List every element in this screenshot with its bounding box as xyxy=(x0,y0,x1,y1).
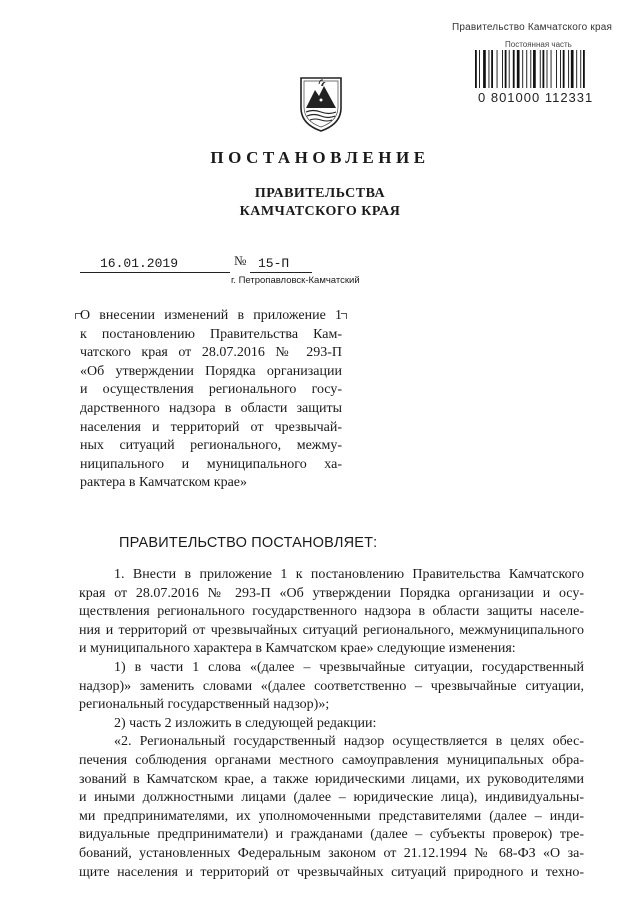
barcode-bar xyxy=(551,50,552,88)
barcode-bar xyxy=(475,50,477,88)
barcode-bar xyxy=(489,50,490,88)
subject-line: и осуществления регионального госу- xyxy=(80,382,342,398)
subject-line: «Об утверждении Порядка организации xyxy=(80,363,342,379)
barcode-bar xyxy=(509,50,510,88)
document-number: 15-П xyxy=(258,256,290,271)
subject-line: чатского края от 28.07.2016 № 293-П xyxy=(80,345,342,361)
body-line: 1) в части 1 слова «(далее – чрезвычайные ситуации, государственный xyxy=(114,659,584,675)
issuer-line-2: КАМЧАТСКОГО КРАЯ xyxy=(239,204,401,219)
body-line: и муниципального характера в Камчатском крае» следующие изменения: xyxy=(79,641,516,657)
barcode-bar xyxy=(583,50,585,88)
resolution-heading: ПРАВИТЕЛЬСТВО ПОСТАНОВЛЯЕТ: xyxy=(119,535,378,551)
barcode-bar xyxy=(560,50,561,88)
subject-line: ных ситуаций регионального, межму- xyxy=(80,438,342,454)
body-line: ществления регионального государственного надзора в области защиты населе- xyxy=(79,604,584,620)
barcode-bar xyxy=(522,50,523,88)
subject-line: дарственного надзора в области защиты xyxy=(80,400,342,416)
barcode-bar xyxy=(547,50,548,88)
barcode-number: 0 801000 112331 xyxy=(478,90,594,105)
registry-stamp-subtitle: Постоянная часть xyxy=(505,40,572,49)
barcode xyxy=(474,50,620,88)
subject-line: О внесении изменений в приложение 1 xyxy=(80,308,342,323)
barcode-bar xyxy=(533,50,536,88)
body-line: и иными должностными лицами (далее – юридические лица), индивидуальны- xyxy=(79,790,584,806)
body-line: «2. Региональный государственный надзор осуществляется в целях обес- xyxy=(114,734,584,750)
barcode-bar xyxy=(497,50,498,88)
barcode-bar xyxy=(526,50,527,88)
document-title: ПОСТАНОВЛЕНИЕ xyxy=(210,148,430,167)
body-line: 1. Внести в приложение 1 к постановлению Правительства Камчатского xyxy=(114,567,584,582)
barcode-bar xyxy=(543,50,545,88)
subject-line: рактера в Камчатском крае» xyxy=(80,475,248,491)
body-line: печения соблюдения органами местного самоуправления муниципальных обра- xyxy=(79,752,584,768)
barcode-bar xyxy=(563,50,565,88)
issuer-line-1: ПРАВИТЕЛЬСТВА xyxy=(254,186,386,201)
body-line: региональный государственный надзор)»; xyxy=(79,697,330,713)
barcode-bar xyxy=(571,50,574,88)
subject-line: к постановлению Правительства Кам- xyxy=(80,326,342,342)
kamchatka-emblem-icon xyxy=(297,74,345,134)
barcode-bar xyxy=(580,50,581,88)
subject-line: населения и территорий от чрезвычай- xyxy=(80,419,342,435)
body-line: ми предпринимателями, их уполномоченными представителями (далее – инди- xyxy=(79,808,584,824)
barcode-bar xyxy=(568,50,569,88)
body-line: ния и территорий от чрезвычайных ситуаций регионального, межмуниципального xyxy=(79,622,584,638)
document-city: г. Петропавловск-Камчатский xyxy=(231,275,360,286)
barcode-bar xyxy=(513,50,515,88)
number-underline xyxy=(250,272,312,273)
body-line: 2) часть 2 изложить в следующей редакции: xyxy=(114,715,377,731)
body-line: видуальные предприниматели) и гражданами (далее – субъекты проверок) тре- xyxy=(79,827,584,843)
registry-stamp-title: Правительство Камчатского края xyxy=(452,22,613,33)
barcode-bar xyxy=(517,50,520,88)
barcode-bar xyxy=(556,50,557,88)
body-line: края от 28.07.2016 № 293-П «Об утверждении Порядка организации и осу- xyxy=(79,585,584,601)
body-line: надзор)» заменить словами «(далее соответственно – чрезвычайные ситуации, xyxy=(79,678,584,694)
barcode-bar xyxy=(530,50,531,88)
barcode-bar xyxy=(483,50,486,88)
barcode-bar xyxy=(479,50,480,88)
barcode-bar xyxy=(491,50,493,88)
body-line: бований, установленных Федеральным законом от 21.12.1994 № 68-ФЗ «О за- xyxy=(79,845,584,861)
document-date: 16.01.2019 xyxy=(100,256,179,271)
barcode-bar xyxy=(505,50,507,88)
body-line: щите населения и территорий от чрезвычайных ситуаций природного и техно- xyxy=(79,864,584,880)
date-underline xyxy=(80,272,230,273)
barcode-bar xyxy=(540,50,541,88)
body-line: зований в Камчатском крае, а также юридическими лицами, их руководителями xyxy=(79,771,584,787)
barcode-bar xyxy=(502,50,503,88)
document-body xyxy=(79,566,584,882)
barcode-bar xyxy=(576,50,577,88)
document-subject xyxy=(80,307,342,493)
number-sign: № xyxy=(234,253,247,268)
subject-line: ниципального и муниципального ха- xyxy=(80,456,342,472)
